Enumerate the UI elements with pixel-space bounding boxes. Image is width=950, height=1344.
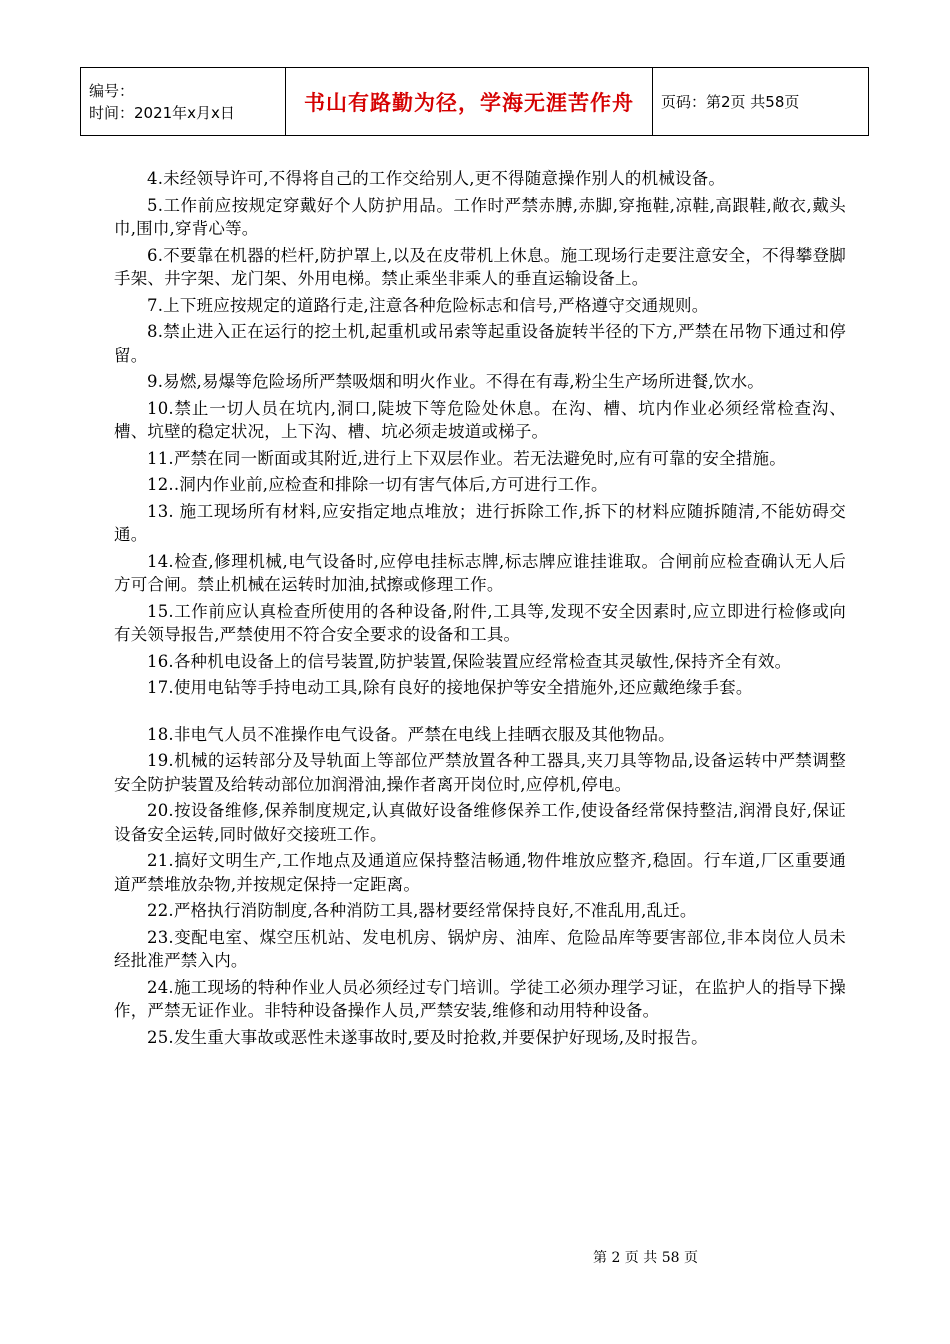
paragraph-item: 12..洞内作业前,应检查和排除一切有害气体后,方可进行工作。 — [147, 475, 608, 494]
paragraph-item: 21.搞好文明生产,工作地点及通道应保持整洁畅通,物件堆放应整齐,稳固。行车道,厂区重要通道严禁堆放杂物,并按规定保持一定距离。 — [114, 851, 846, 894]
document-body — [114, 167, 846, 1052]
paragraph-item: 5.工作前应按规定穿戴好个人防护用品。工作时严禁赤膊,赤脚,穿拖鞋,凉鞋,高跟鞋,敞衣,戴头巾,围巾,穿背心等。 — [114, 195, 846, 238]
paragraph-item: 15.工作前应认真检查所使用的各种设备,附件,工具等,发现不安全因素时,应立即进行检修或向有关领导报告,严禁使用不符合安全要求的设备和工具。 — [114, 601, 846, 644]
paragraph-item: 20.按设备维修,保养制度规定,认真做好设备维修保养工作,使设备经常保持整洁,润滑良好,保证设备安全运转,同时做好交接班工作。 — [114, 801, 846, 844]
document-time-label: 时间：2021年x月x日 — [89, 103, 235, 122]
header-page-info: 页码：第2页 共58页 — [653, 68, 869, 136]
paragraph-item: 6.不要靠在机器的栏杆,防护罩上,以及在皮带机上休息。施工现场行走要注意安全，不得攀登脚手架、井字架、龙门架、外用电梯。禁止乘坐非乘人的垂直运输设备上。 — [114, 245, 846, 288]
paragraph-item: 16.各种机电设备上的信号装置,防护装置,保险装置应经常检查其灵敏性,保持齐全有效。 — [147, 651, 792, 671]
document-header — [80, 67, 869, 136]
paragraph-item: 25.发生重大事故或恶性未遂事故时,要及时抢救,并要保护好现场,及时报告。 — [147, 1027, 708, 1047]
paragraph-item: 10.禁止一切人员在坑内,洞口,陡坡下等危险处休息。在沟、槽、坑内作业必须经常检查沟、槽、坑壁的稳定状况，上下沟、槽、坑必须走坡道或梯子。 — [114, 398, 846, 441]
paragraph-item: 9.易燃,易爆等危险场所严禁吸烟和明火作业。不得在有毒,粉尘生产场所进餐,饮水。 — [147, 372, 764, 391]
paragraph-item: 18.非电气人员不准操作电气设备。严禁在电线上挂晒衣服及其他物品。 — [147, 724, 675, 744]
page-footer: 第 2 页 共 58 页 — [593, 1250, 698, 1266]
paragraph-item: 17.使用电钻等手持电动工具,除有良好的接地保护等安全措施外,还应戴绝缘手套。 — [147, 678, 753, 697]
document-number-label: 编号： — [89, 81, 135, 100]
paragraph-item: 13. 施工现场所有材料,应安指定地点堆放；进行拆除工作,拆下的材料应随拆随清,不能妨碍交通。 — [114, 501, 846, 544]
paragraph-item: 14.检查,修理机械,电气设备时,应停电挂标志牌,标志牌应谁挂谁取。合闸前应检查确认无人后方可合闸。禁止机械在运转时加油,拭擦或修理工作。 — [114, 551, 846, 594]
header-motto: 书山有路勤为径，学海无涯苦作舟 — [286, 68, 653, 136]
paragraph-gap — [114, 703, 846, 723]
paragraph-item: 22.严格执行消防制度,各种消防工具,器材要经常保持良好,不准乱用,乱迁。 — [147, 901, 697, 920]
paragraph-item: 24.施工现场的特种作业人员必须经过专门培训。学徒工必须办理学习证，在监护人的指导下操作，严禁无证作业。非特种设备操作人员,严禁安装,维修和动用特种设备。 — [114, 977, 846, 1020]
paragraph-item: 8.禁止进入正在运行的挖土机,起重机或吊索等起重设备旋转半径的下方,严禁在吊物下通过和停留。 — [114, 322, 846, 365]
paragraph-item: 4.未经领导许可,不得将自己的工作交给别人,更不得随意操作别人的机械设备。 — [147, 169, 726, 188]
paragraph-item: 19.机械的运转部分及导轨面上等部位严禁放置各种工器具,夹刀具等物品,设备运转中严禁调整安全防护装置及给转动部位加润滑油,操作者离开岗位时,应停机,停电。 — [114, 751, 846, 794]
paragraph-item: 23.变配电室、煤空压机站、发电机房、锅炉房、油库、危险品库等要害部位,非本岗位人员未经批准严禁入内。 — [114, 927, 846, 970]
header-meta-cell — [81, 68, 286, 136]
paragraph-item: 7.上下班应按规定的道路行走,注意各种危险标志和信号,严格遵守交通规则。 — [147, 295, 709, 315]
paragraph-item: 11.严禁在同一断面或其附近,进行上下双层作业。若无法避免时,应有可靠的安全措施。 — [147, 448, 786, 468]
